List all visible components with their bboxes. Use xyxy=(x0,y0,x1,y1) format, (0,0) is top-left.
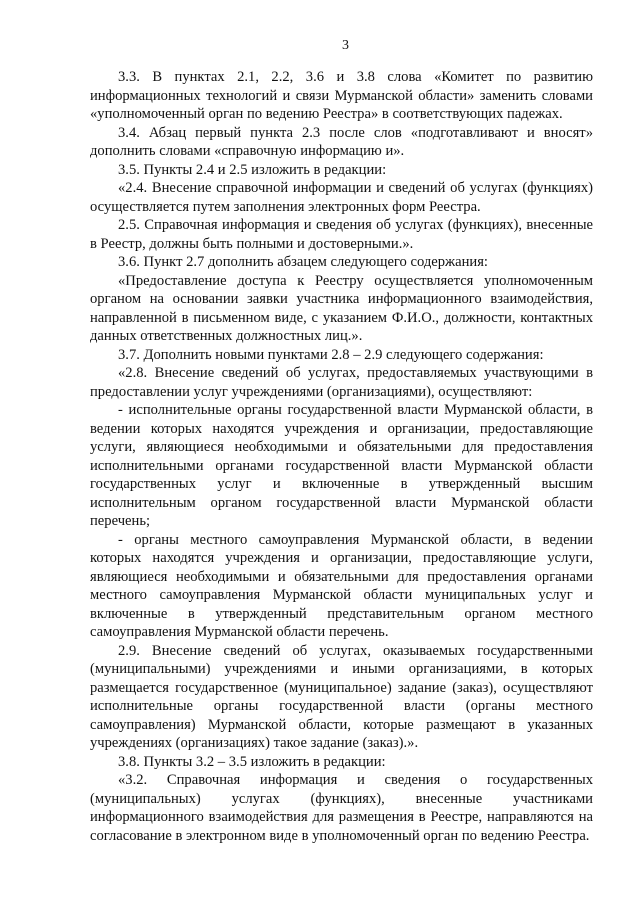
paragraph-3-4: 3.4. Абзац первый пункта 2.3 после слов «подготавливают и вносят» дополнить словами «справочную информацию и». xyxy=(90,124,593,159)
page-number: 3 xyxy=(342,38,349,53)
paragraph-2-4: «2.4. Внесение справочной информации и сведений об услугах (функциях) осуществляется путем заполнения электронных форм Реестра. xyxy=(90,180,593,215)
paragraph-3-2: «3.2. Справочная информация и сведения о государственных (муниципальных) услугах (функциях), внесенные участниками информационного взаимодействия для размещения в Реестре, направляются на согласование в электронном виде в уполномоченный орган по ведению Реестра. xyxy=(90,772,593,844)
paragraph-2-9: 2.9. Внесение сведений об услугах, оказываемых государственными (муниципальными) учреждениями и иными организациями, в которых размещается государственное (муниципальное) задание (заказ), осуществляют исполнительные органы государственной власти (органы местного самоуправления) Мурманской области, которые размещают в указанных учреждениях (организациях) такое задание (заказ).». xyxy=(90,642,593,751)
paragraph-3-6: 3.6. Пункт 2.7 дополнить абзацем следующего содержания: xyxy=(118,254,488,270)
paragraph-3-5: 3.5. Пункты 2.4 и 2.5 изложить в редакции: xyxy=(118,161,387,178)
paragraph-list-item-executive: - исполнительные органы государственной власти Мурманской области, в ведении которых находятся учреждения и организации, предоставляющие услуги, являющиеся необходимыми и обязательными для предоставления исполнительными органами государственной власти Мурманской области государственных услуг и включенные в утвержденный высшим исполнительным органом государственной власти Мурманской области перечень; xyxy=(90,402,593,529)
paragraph-list-item-local: - органы местного самоуправления Мурманской области, в ведении которых находятся учреждения и организации, предоставляющие услуги, являющиеся необходимыми и обязательными для предоставления органами местного самоуправления Мурманской области муниципальных услуг и включенные в утвержденный представительным органом местного самоуправления Мурманской области перечень. xyxy=(90,531,593,640)
paragraph-2-5: 2.5. Справочная информация и сведения об услугах (функциях), внесенные в Реестр, должны быть полными и достоверными.». xyxy=(90,217,593,252)
paragraph-3-3: 3.3. В пунктах 2.1, 2.2, 3.6 и 3.8 слова «Комитет по развитию информационных технологий и связи Мурманской области» заменить словами «уполномоченный орган по ведению Реестра» в соответствующих падежах. xyxy=(90,69,593,122)
paragraph-2-8: «2.8. Внесение сведений об услугах, предоставляемых участвующими в предоставлении услуг учреждениями (организациями), осуществляют: xyxy=(90,365,593,400)
paragraph-3-7: 3.7. Дополнить новыми пунктами 2.8 – 2.9 следующего содержания: xyxy=(118,346,544,363)
document-body xyxy=(90,68,593,845)
paragraph-access: «Предоставление доступа к Реестру осуществляется уполномоченным органом на основании заявки участника информационного взаимодействия, направленной в письменном виде, с указанием Ф.И.О., должности, контактных данных ответственных должностных лиц.». xyxy=(90,272,593,344)
paragraph-3-8: 3.8. Пункты 3.2 – 3.5 изложить в редакции: xyxy=(118,753,386,770)
